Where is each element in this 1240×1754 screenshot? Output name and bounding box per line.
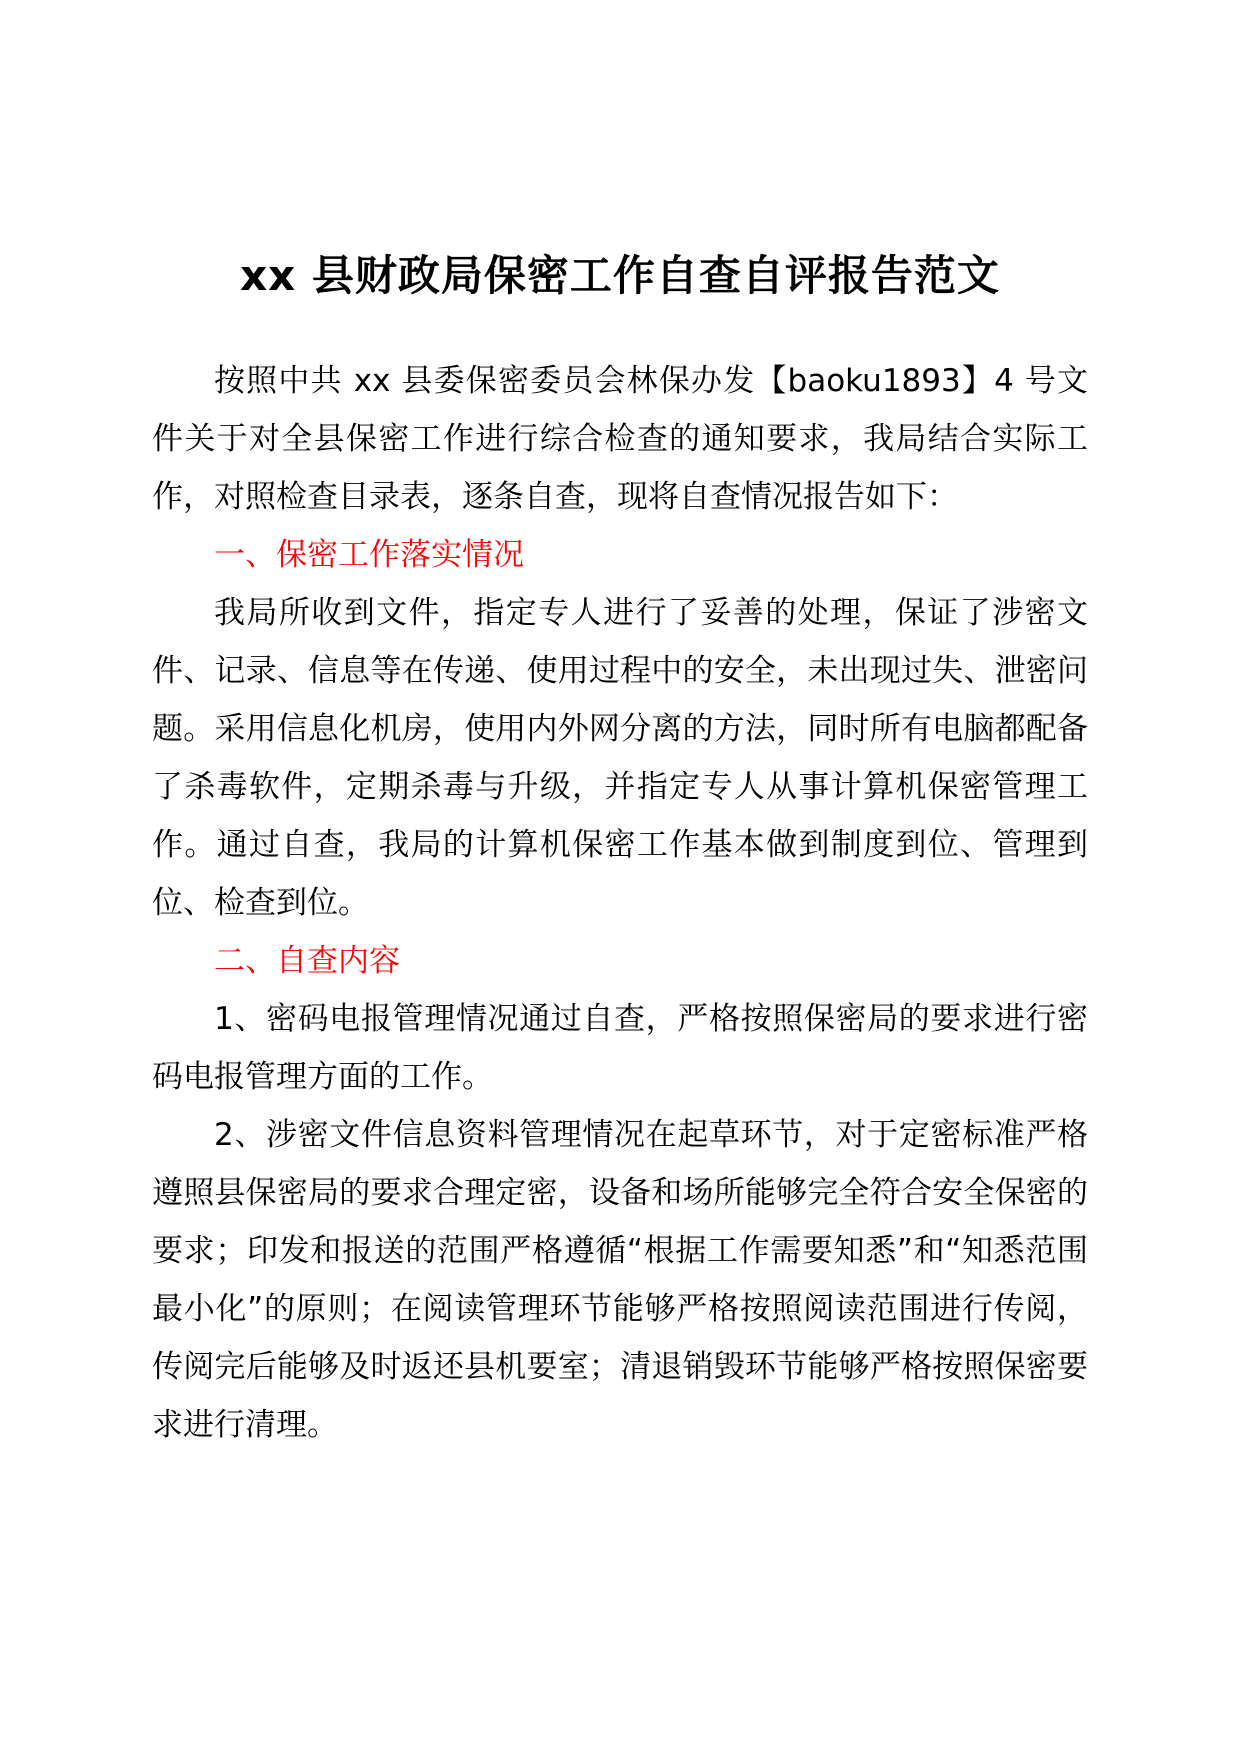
document-title: xx 县财政局保密工作自查自评报告范文 [240, 251, 1000, 300]
document-body [152, 352, 1088, 1454]
section-2-item-2: 2、涉密文件信息资料管理情况在起草环节，对于定密标准严格遵照县保密局的要求合理定密，设备和场所能够完全符合安全保密的要求；印发和报送的范围严格遵循“根据工作需要知悉”和“知悉范围最小化”的原则；在阅读管理环节能够严格按照阅读范围进行传阅，传阅完后能够及时返还县机要室；清退销毁环节能够严格按照保密要求进行清理。 [152, 1117, 1088, 1443]
section-2-heading: 二、自查内容 [214, 943, 400, 979]
intro-paragraph: 按照中共 xx 县委保密委员会林保办发【baoku1893】4 号文件关于对全县保密工作进行综合检查的通知要求，我局结合实际工作，对照检查目录表，逐条自查，现将自查情况报告如下： [152, 363, 1088, 515]
section-1-heading: 一、保密工作落实情况 [214, 537, 524, 573]
section-2-item-1: 1、密码电报管理情况通过自查，严格按照保密局的要求进行密码电报管理方面的工作。 [152, 1001, 1088, 1095]
section-1-paragraph: 我局所收到文件，指定专人进行了妥善的处理，保证了涉密文件、记录、信息等在传递、使用过程中的安全，未出现过失、泄密问题。采用信息化机房，使用内外网分离的方法，同时所有电脑都配备了杀毒软件，定期杀毒与升级，并指定专人从事计算机保密管理工作。通过自查，我局的计算机保密工作基本做到制度到位、管理到位、检查到位。 [152, 595, 1088, 921]
